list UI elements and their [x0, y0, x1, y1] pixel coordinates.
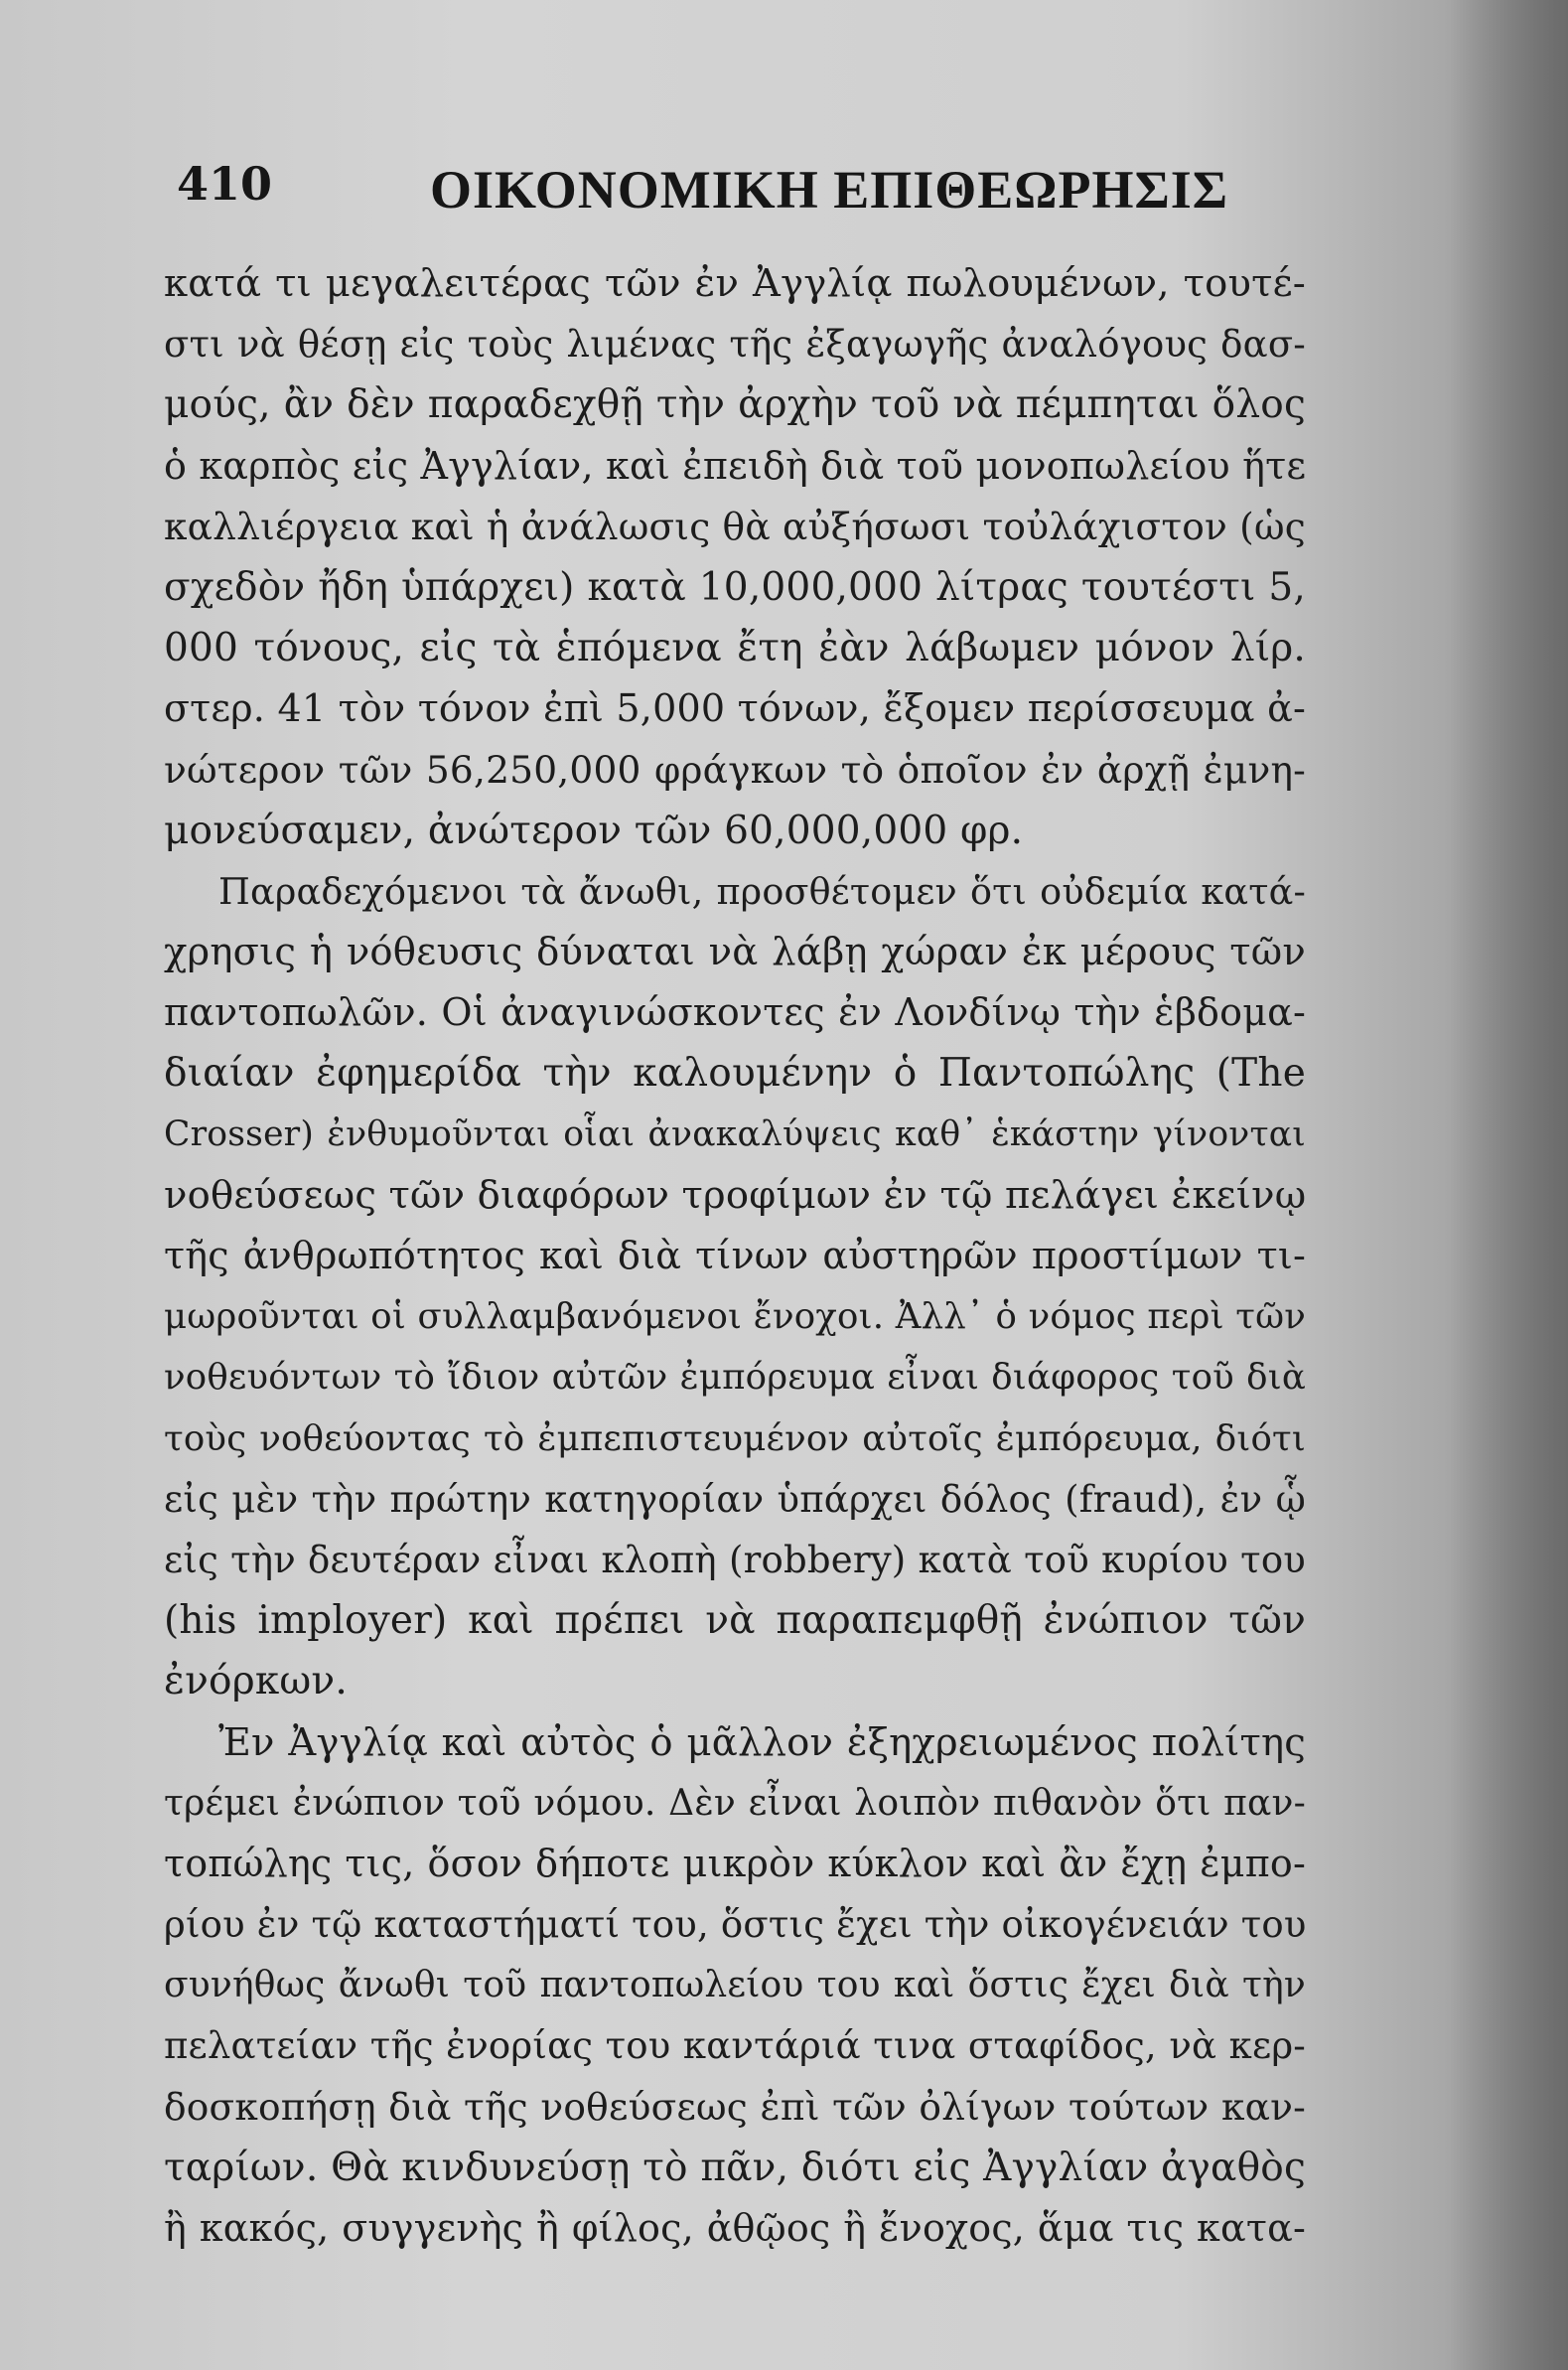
text-line: τοπώλης τις, ὅσον δήποτε μικρὸν κύκλον καὶ ἂν ἔχῃ ἐμπο-: [164, 1841, 1306, 1885]
page-header: [177, 157, 1319, 226]
text-line: πελατείαν τῆς ἐνορίας του καντάριά τινα σταφίδος, νὰ κερ-: [164, 2024, 1306, 2068]
text-line: τρέμει ἐνώπιον τοῦ νόμου. Δὲν εἶναι λοιπὸν πιθανὸν ὅτι παν-: [164, 1782, 1306, 1824]
text-line: μούς, ἂν δὲν παραδεχθῇ τὴν ἀρχὴν τοῦ νὰ πέμπηται ὅλος: [164, 382, 1306, 428]
text-line: στερ. 41 τὸν τόνον ἐπὶ 5,000 τόνων, ἔξομεν περίσσευμα ἀ-: [164, 686, 1306, 731]
text-line: νοθεύσεως τῶν διαφόρων τροφίμων ἐν τῷ πελάγει ἐκείνῳ: [164, 1172, 1307, 1218]
text-line: ρίου ἐν τῷ καταστήματί του, ὅστις ἔχει τὴν οἰκογένειάν του: [164, 1903, 1307, 1947]
text-line: ταρίων. Θὰ κινδυνεύσῃ τὸ πᾶν, διότι εἰς Ἀγγλίαν ἀγαθὸς: [164, 2145, 1306, 2190]
text-line: καλλιέργεια καὶ ἡ ἀνάλωσις θὰ αὐξήσωσι τοὐλάχιστον (ὡς: [164, 504, 1306, 548]
text-line: εἰς μὲν τὴν πρώτην κατηγορίαν ὑπάρχει δόλος (fraud), ἐν ᾧ: [164, 1477, 1306, 1521]
text-line: (his imployer) καὶ πρέπει νὰ παραπεμφθῇ ἐνώπιον τῶν: [164, 1598, 1306, 1644]
text-line: τοὺς νοθεύοντας τὸ ἐμπεπιστευμένον αὐτοῖς ἐμπόρευμα, διότι: [164, 1417, 1306, 1459]
running-title: ΟΙΚΟΝΟΜΙΚΗ ΕΠΙΘΕΩΡΗΣΙΣ: [430, 160, 1229, 220]
text-line: μονεύσαμεν, ἀνώτερον τῶν 60,000,000 φρ.: [164, 808, 1024, 853]
text-line: τῆς ἀνθρωπότητος καὶ διὰ τίνων αὐστηρῶν προστίμων τι-: [164, 1234, 1306, 1277]
text-line: νοθευόντων τὸ ἴδιον αὐτῶν ἐμπόρευμα εἶναι διάφορος τοῦ διὰ: [164, 1357, 1306, 1399]
text-line: συνήθως ἄνωθι τοῦ παντοπωλείου του καὶ ὅστις ἔχει διὰ τὴν: [164, 1965, 1306, 2006]
text-line: ὁ καρπὸς εἰς Ἀγγλίαν, καὶ ἐπειδὴ διὰ τοῦ μονοπωλείου ἥτε: [164, 443, 1307, 488]
paragraph-start-line: Ἐν Ἀγγλίᾳ καὶ αὐτὸς ὁ μᾶλλον ἐξηχρειωμένος πολίτης: [218, 1719, 1306, 1765]
paragraph-start-line: Παραδεχόμενοι τὰ ἄνωθι, προσθέτομεν ὅτι οὐδεμία κατά-: [218, 869, 1306, 913]
text-line: μωροῦνται οἱ συλλαμβανόμενοι ἔνοχοι. Ἀλλ᾽ ὁ νόμος περὶ τῶν: [164, 1296, 1306, 1338]
text-line: δοσκοπήσῃ διὰ τῆς νοθεύσεως ἐπὶ τῶν ὀλίγων τούτων καν-: [164, 2084, 1306, 2129]
body-text: [164, 253, 1306, 2259]
text-line: στι νὰ θέσῃ εἰς τοὺς λιμένας τῆς ἐξαγωγῆς ἀναλόγους δασ-: [164, 323, 1306, 367]
text-line: Crosser) ἐνθυμοῦνται οἷαι ἀνακαλύψεις καθ᾽ ἑκάστην γίνονται: [164, 1113, 1306, 1154]
text-line: χρησις ἡ νόθευσις δύναται νὰ λάβῃ χώραν ἐκ μέρους τῶν: [164, 930, 1306, 975]
text-line: παντοπωλῶν. Οἱ ἀναγινώσκοντες ἐν Λονδίνῳ τὴν ἑβδομα-: [164, 990, 1306, 1035]
text-line: εἰς τὴν δευτέραν εἶναι κλοπὴ (robbery) κατὰ τοῦ κυρίου του: [164, 1538, 1306, 1581]
text-line: διαίαν ἐφημερίδα τὴν καλουμένην ὁ Παντοπώλης (The: [164, 1051, 1306, 1097]
text-line: σχεδὸν ἤδη ὑπάρχει) κατὰ 10,000,000 λίτρας τουτέστι 5,: [164, 564, 1306, 610]
text-line: κατά τι μεγαλειτέρας τῶν ἐν Ἀγγλίᾳ πωλουμένων, τουτέ-: [164, 261, 1306, 306]
text-line: ἐνόρκων.: [164, 1659, 348, 1704]
text-line: νώτερον τῶν 56,250,000 φράγκων τὸ ὁποῖον ἐν ἀρχῇ ἐμνη-: [164, 747, 1306, 792]
text-line: 000 τόνους, εἰς τὰ ἑπόμενα ἔτη ἐὰν λάβωμεν μόνον λίρ.: [164, 626, 1306, 671]
text-line: ἢ κακός, συγγενὴς ἢ φίλος, ἀθῷος ἢ ἔνοχος, ἅμα τις κατα-: [164, 2206, 1306, 2250]
page-number: 410: [177, 157, 273, 211]
